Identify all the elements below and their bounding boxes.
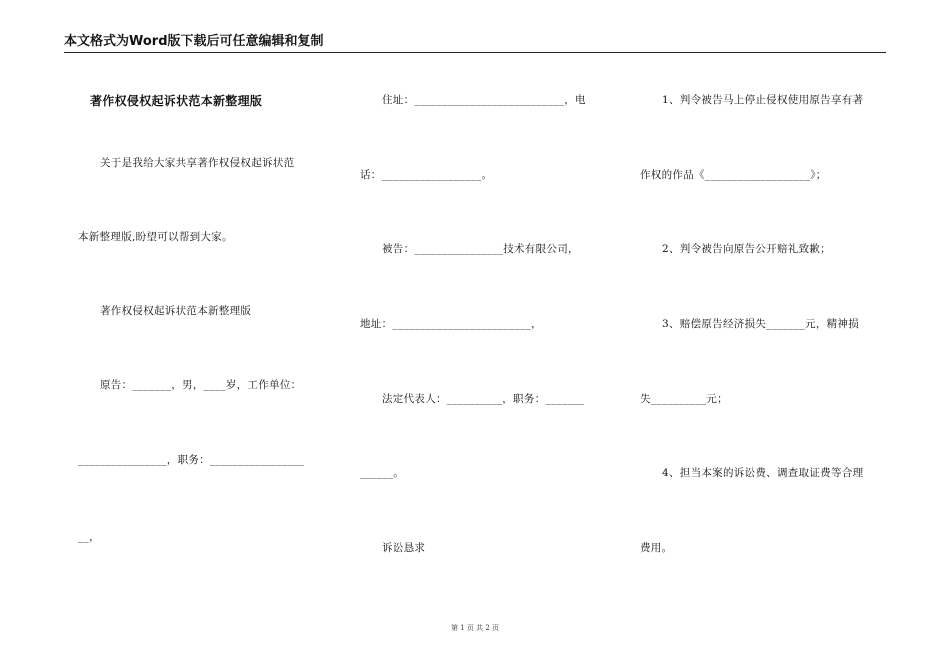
header-text: 本文格式为Word版下载后可任意编辑和复制 bbox=[64, 34, 324, 49]
text-line: 费用。 bbox=[640, 542, 673, 554]
text-line: 失__________元； bbox=[640, 393, 728, 405]
text-line: 法定代表人：__________，职务：_______ bbox=[382, 393, 585, 405]
text-line: 4、担当本案的诉讼费、调查取证费等合理 bbox=[662, 467, 864, 479]
text-line: 住址：___________________________，电 bbox=[382, 94, 586, 106]
text-line: 3、赔偿原告经济损失_______元，精神损 bbox=[662, 318, 860, 330]
text-line: __， bbox=[78, 531, 100, 543]
text-line: ________________，职务：_________________ bbox=[78, 454, 305, 466]
text-line: 地址：_________________________， bbox=[360, 318, 542, 330]
text-line: 原告：_______，男，____岁，工作单位： bbox=[100, 379, 302, 391]
text-line: 诉讼恳求 bbox=[382, 542, 426, 554]
text-line: 1、判令被告马上停止侵权使用原告享有著 bbox=[662, 94, 864, 106]
text-line: 著作权侵权起诉状范本新整理版 bbox=[100, 305, 252, 317]
text-line: 作权的作品《___________________》； bbox=[640, 169, 827, 181]
text-line: 本新整理版,盼望可以帮到大家。 bbox=[78, 231, 233, 243]
text-line: 被告：________________技术有限公司， bbox=[382, 243, 579, 255]
page-footer: 第 1 页 共 2 页 bbox=[450, 624, 500, 632]
text-line: 关于是我给大家共享著作权侵权起诉状范 bbox=[100, 157, 295, 169]
document-title: 著作权侵权起诉状范本新整理版 bbox=[90, 94, 263, 108]
document-header bbox=[64, 34, 886, 53]
text-line: 2、判令被告向原告公开赔礼致歉； bbox=[662, 243, 831, 255]
text-line: 话：__________________。 bbox=[360, 169, 493, 181]
text-line: ______。 bbox=[360, 467, 405, 479]
